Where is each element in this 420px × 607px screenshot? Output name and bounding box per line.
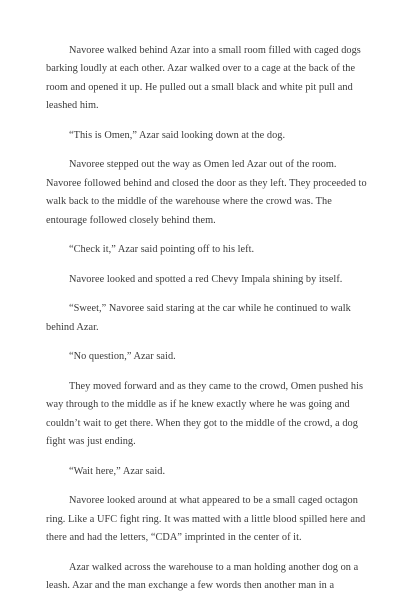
paragraph: “This is Omen,” Azar said looking down at the dog. <box>69 129 286 141</box>
paragraph: Navoree looked around at what appeared to be a small caged octagon ring. Like a UFC fight ring. It was matted with a little blood spilled here and there and had the letters, “CDA” imprinted in the center of it. <box>46 495 366 544</box>
body-text <box>46 42 374 607</box>
paragraph: “Sweet,” Navoree said staring at the car while he continued to walk behind Azar. <box>46 303 351 333</box>
paragraph: Azar walked across the warehouse to a man holding another dog on a leash. Azar and the man exchange a few words then another man in a <box>46 561 359 592</box>
paragraph: Navoree walked behind Azar into a small room filled with caged dogs barking loudly at each other. Azar walked over to a cage at the back of the room and opened it up. He pulled out a small black and white pit pull and leashed him. <box>46 45 361 112</box>
paragraph: “No question,” Azar said. <box>69 351 176 363</box>
paragraph: They moved forward and as they came to the crowd, Omen pushed his way through to the middle as if he knew exactly where he was going and couldn’t wait to get there. When they got to the middle of the crowd, a dog fight was just ending. <box>46 381 364 448</box>
paragraph: “Wait here,” Azar said. <box>69 465 166 477</box>
paragraph: “Check it,” Azar said pointing off to his left. <box>69 244 255 256</box>
paragraph: Navoree looked and spotted a red Chevy Impala shining by itself. <box>69 273 343 285</box>
paragraph: Navoree stepped out the way as Omen led Azar out of the room. Navoree followed behind and closed the door as they left. They proceeded to walk back to the middle of the warehouse where the crowd was. The entourage followed closely behind them. <box>46 159 367 226</box>
